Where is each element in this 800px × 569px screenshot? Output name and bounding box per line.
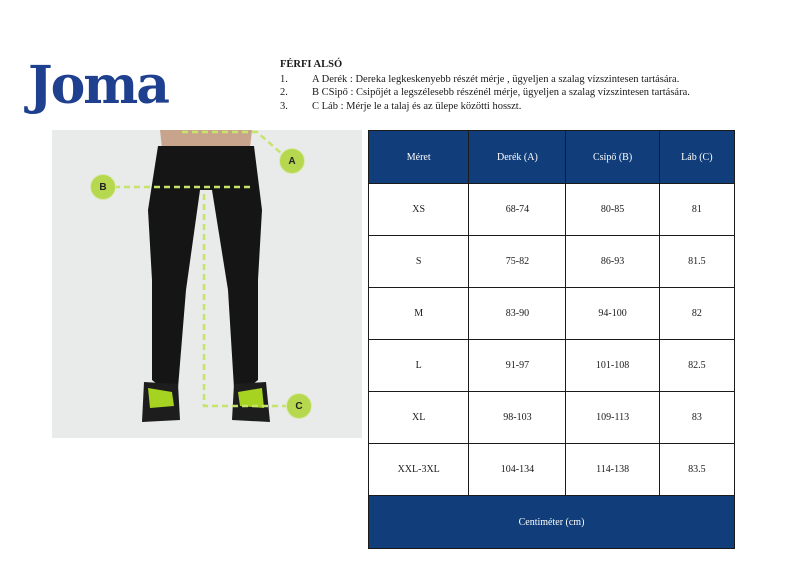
header-hip: Csípő (B) xyxy=(566,131,659,184)
cell-hip: 94-100 xyxy=(566,288,659,340)
header-leg: Láb (C) xyxy=(659,131,734,184)
header-waist: Derék (A) xyxy=(469,131,566,184)
instruction-item xyxy=(280,100,690,114)
table-footer-row xyxy=(369,496,735,549)
instruction-number: 2. xyxy=(280,87,288,98)
marker-a: A xyxy=(279,148,305,174)
table-row xyxy=(369,340,735,392)
size-chart-table xyxy=(368,130,735,549)
unit-footer: Centiméter (cm) xyxy=(369,496,735,549)
instruction-number: 3. xyxy=(280,100,288,112)
cell-leg: 81.5 xyxy=(659,236,734,288)
instruction-item xyxy=(280,73,690,87)
cell-hip: 80-85 xyxy=(566,184,659,236)
instructions-heading: FÉRFI ALSÓ xyxy=(280,59,343,70)
cell-size: M xyxy=(369,288,469,340)
table-row xyxy=(369,236,735,288)
cell-hip: 114-138 xyxy=(566,444,659,496)
table-row xyxy=(369,184,735,236)
cell-waist: 98-103 xyxy=(469,392,566,444)
cell-hip: 101-108 xyxy=(566,340,659,392)
cell-size: L xyxy=(369,340,469,392)
cell-waist: 68-74 xyxy=(469,184,566,236)
cell-size: XS xyxy=(369,184,469,236)
marker-c: C xyxy=(286,393,312,419)
cell-leg: 83.5 xyxy=(659,444,734,496)
cell-size: S xyxy=(369,236,469,288)
instruction-item xyxy=(280,86,690,100)
instruction-text: A Derék : Dereka legkeskenyebb részét mérje , ügyeljen a szalag vízszintesen tartására. xyxy=(312,73,680,85)
cell-waist: 75-82 xyxy=(469,236,566,288)
joma-logo: Joma xyxy=(28,55,169,116)
cell-leg: 82.5 xyxy=(659,340,734,392)
cell-hip: 109-113 xyxy=(566,392,659,444)
cell-hip: 86-93 xyxy=(566,236,659,288)
instruction-number: 1. xyxy=(280,73,288,85)
header-size: Méret xyxy=(369,131,469,184)
cell-waist: 83-90 xyxy=(469,288,566,340)
table-row xyxy=(369,392,735,444)
instruction-text: C Láb : Mérje le a talaj és az ülepe közötti hosszt. xyxy=(312,100,522,112)
cell-size: XL xyxy=(369,392,469,444)
cell-waist: 104-134 xyxy=(469,444,566,496)
cell-size: XXL-3XL xyxy=(369,444,469,496)
table-header-row xyxy=(369,131,735,184)
measurement-instructions xyxy=(280,58,690,113)
cell-leg: 83 xyxy=(659,392,734,444)
instruction-text: B CSipő : Csipőjét a legszélesebb részénél mérje, ügyeljen a szalag vízszintesen tartására. xyxy=(312,87,690,98)
cell-leg: 82 xyxy=(659,288,734,340)
leggings-model-photo xyxy=(52,130,362,438)
cell-waist: 91-97 xyxy=(469,340,566,392)
table-row xyxy=(369,288,735,340)
marker-b: B xyxy=(90,174,116,200)
table-row xyxy=(369,444,735,496)
cell-leg: 81 xyxy=(659,184,734,236)
